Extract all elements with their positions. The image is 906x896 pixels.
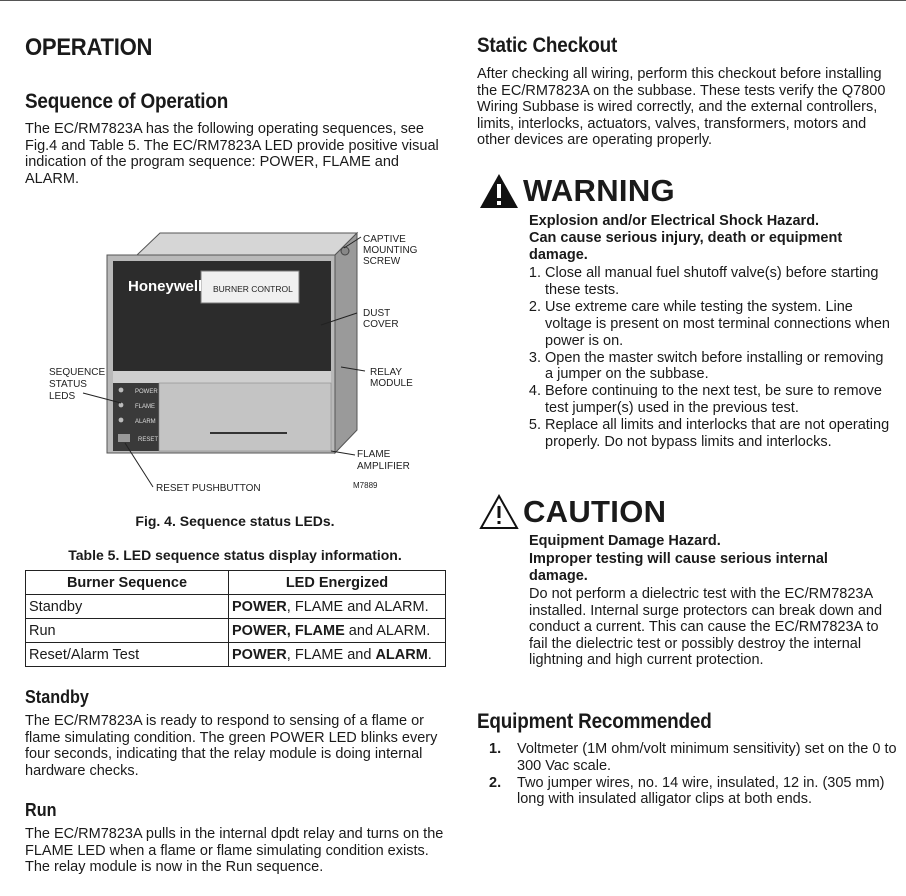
table-cell-sequence: Reset/Alarm Test <box>26 643 229 667</box>
table-cell-sequence: Run <box>26 619 229 643</box>
caution-paragraph: Do not perform a dielectric test with the EC/RM7823A installed. Internal surge protectors can break down and conduct a current. This can cause the EC/RM7823A to fail the dielectric test or possibly destroy the internal lightning and high current protection. <box>529 586 883 669</box>
run-heading: Run <box>25 800 57 820</box>
list-number: 1. <box>489 741 502 757</box>
list-text: Voltmeter (1M ohm/volt minimum sensitivity) set on the 0 to 300 Vac scale. <box>517 741 897 774</box>
callout-seq-line1: SEQUENCE <box>49 367 106 378</box>
standby-heading: Standby <box>25 687 89 707</box>
callout-relay-line1: RELAY <box>370 367 403 378</box>
led-text: . <box>427 646 432 663</box>
warning-word: WARNING <box>523 173 675 208</box>
table-header-row <box>26 571 446 595</box>
led-text: , FLAME and ALARM. <box>286 598 429 615</box>
table-header-cell: Burner Sequence <box>26 571 229 595</box>
led-text: , FLAME and <box>286 646 376 663</box>
table-cell-led <box>229 619 446 643</box>
equipment-recommended-heading: Equipment Recommended <box>477 710 712 733</box>
figure-caption: Fig. 4. Sequence status LEDs. <box>135 513 335 529</box>
table-row <box>26 595 446 619</box>
caution-consequence-line: Improper testing will cause serious internal damage. <box>529 551 828 584</box>
callout-seq-line2: STATUS <box>49 379 87 390</box>
list-item: 5. Replace all limits and interlocks that are not operating properly. Do not bypass limits and interlocks. <box>545 417 895 451</box>
run-paragraph: The EC/RM7823A pulls in the internal dpdt relay and turns on the FLAME LED when a flame or flame simulating condition exists. The relay module is now in the Run sequence. <box>25 826 444 876</box>
table-cell-sequence: Standby <box>26 595 229 619</box>
callout-reset-pushbutton: RESET PUSHBUTTON <box>156 483 261 494</box>
figure-code: M7889 <box>353 481 378 490</box>
caution-word: CAUTION <box>523 494 667 529</box>
list-item <box>489 775 899 809</box>
callout-captive-line2: MOUNTING <box>363 245 418 256</box>
warning-hazard-line: Explosion and/or Electrical Shock Hazard. <box>529 213 820 229</box>
led-alarm-label: ALARM <box>135 419 156 425</box>
equipment-list <box>489 741 899 808</box>
callout-captive-line1: CAPTIVE <box>363 234 406 245</box>
sequence-paragraph: The EC/RM7823A has the following operating sequences, see Fig.4 and Table 5. The EC/RM7823A LED provide positive visual indication of the program sequence: POWER, FLAME and ALARM. <box>25 121 439 187</box>
callout-captive-line3: SCREW <box>363 256 401 267</box>
sequence-of-operation-heading: Sequence of Operation <box>25 90 229 113</box>
table-cell-led <box>229 643 446 667</box>
warning-consequence-line: Can cause serious injury, death or equipment damage. <box>529 230 843 263</box>
table-cell-led <box>229 595 446 619</box>
burner-control-label: BURNER CONTROL <box>213 284 293 294</box>
list-item: 3. Open the master switch before installing or removing a jumper on the subbase. <box>545 350 895 384</box>
led-bold-text: POWER <box>232 646 287 663</box>
honeywell-logo: Honeywell <box>128 278 203 295</box>
reset-label: RESET <box>138 437 159 443</box>
led-bold-text: POWER <box>232 598 287 615</box>
operation-heading: OPERATION <box>25 34 153 61</box>
table-row <box>26 619 446 643</box>
warning-steps-list <box>529 265 895 451</box>
list-number: 2. <box>489 774 502 791</box>
relay-module-figure <box>25 225 445 495</box>
standby-paragraph: The EC/RM7823A is ready to respond to sensing of a flame or flame simulating condition. The green POWER LED blinks every four seconds, indicating that the relay module is doing internal hardware checks. <box>25 713 438 779</box>
list-item: 2. Use extreme care while testing the system. Line voltage is present on most terminal connections when power is on. <box>545 299 895 350</box>
led-bold-text: ALARM <box>375 646 428 663</box>
caution-header <box>479 494 666 530</box>
static-checkout-paragraph: After checking all wiring, perform this checkout before installing the EC/RM7823A on the subbase. These tests verify the Q7800 Wiring Subbase is wired correctly, and the external controllers, limits, interlocks, actuators, valves, transformers, motors and other devices are operating properly. <box>477 66 886 149</box>
caution-hazard-line: Equipment Damage Hazard. <box>529 533 721 549</box>
list-item: 1. Close all manual fuel shutoff valve(s) before starting these tests. <box>545 265 895 299</box>
table-caption: Table 5. LED sequence status display information. <box>68 547 402 563</box>
table-row <box>26 643 446 667</box>
static-checkout-heading: Static Checkout <box>477 34 618 57</box>
led-status-table <box>25 570 446 667</box>
callout-flame-line1: FLAME <box>357 449 391 460</box>
callout-dust-line2: COVER <box>363 319 399 330</box>
led-flame-label: FLAME <box>135 404 156 410</box>
led-bold-text: POWER, FLAME <box>232 622 345 639</box>
callout-seq-line3: LEDS <box>49 391 76 402</box>
callout-relay-line2: MODULE <box>370 378 413 389</box>
list-item: 4. Before continuing to the next test, be sure to remove test jumper(s) used in the previous test. <box>545 383 895 417</box>
list-item <box>489 741 899 775</box>
callout-flame-line2: AMPLIFIER <box>357 461 410 472</box>
caution-triangle-icon <box>479 494 519 530</box>
table-header-cell: LED Energized <box>229 571 446 595</box>
led-text: and ALARM. <box>344 622 431 639</box>
warning-triangle-icon <box>479 173 519 209</box>
list-text: Two jumper wires, no. 14 wire, insulated, 12 in. (305 mm) long with insulated alligator clips at both ends. <box>517 774 885 808</box>
top-rule <box>0 0 906 1</box>
warning-header <box>479 173 675 209</box>
led-power-label: POWER <box>135 389 158 395</box>
callout-dust-line1: DUST <box>363 308 391 319</box>
